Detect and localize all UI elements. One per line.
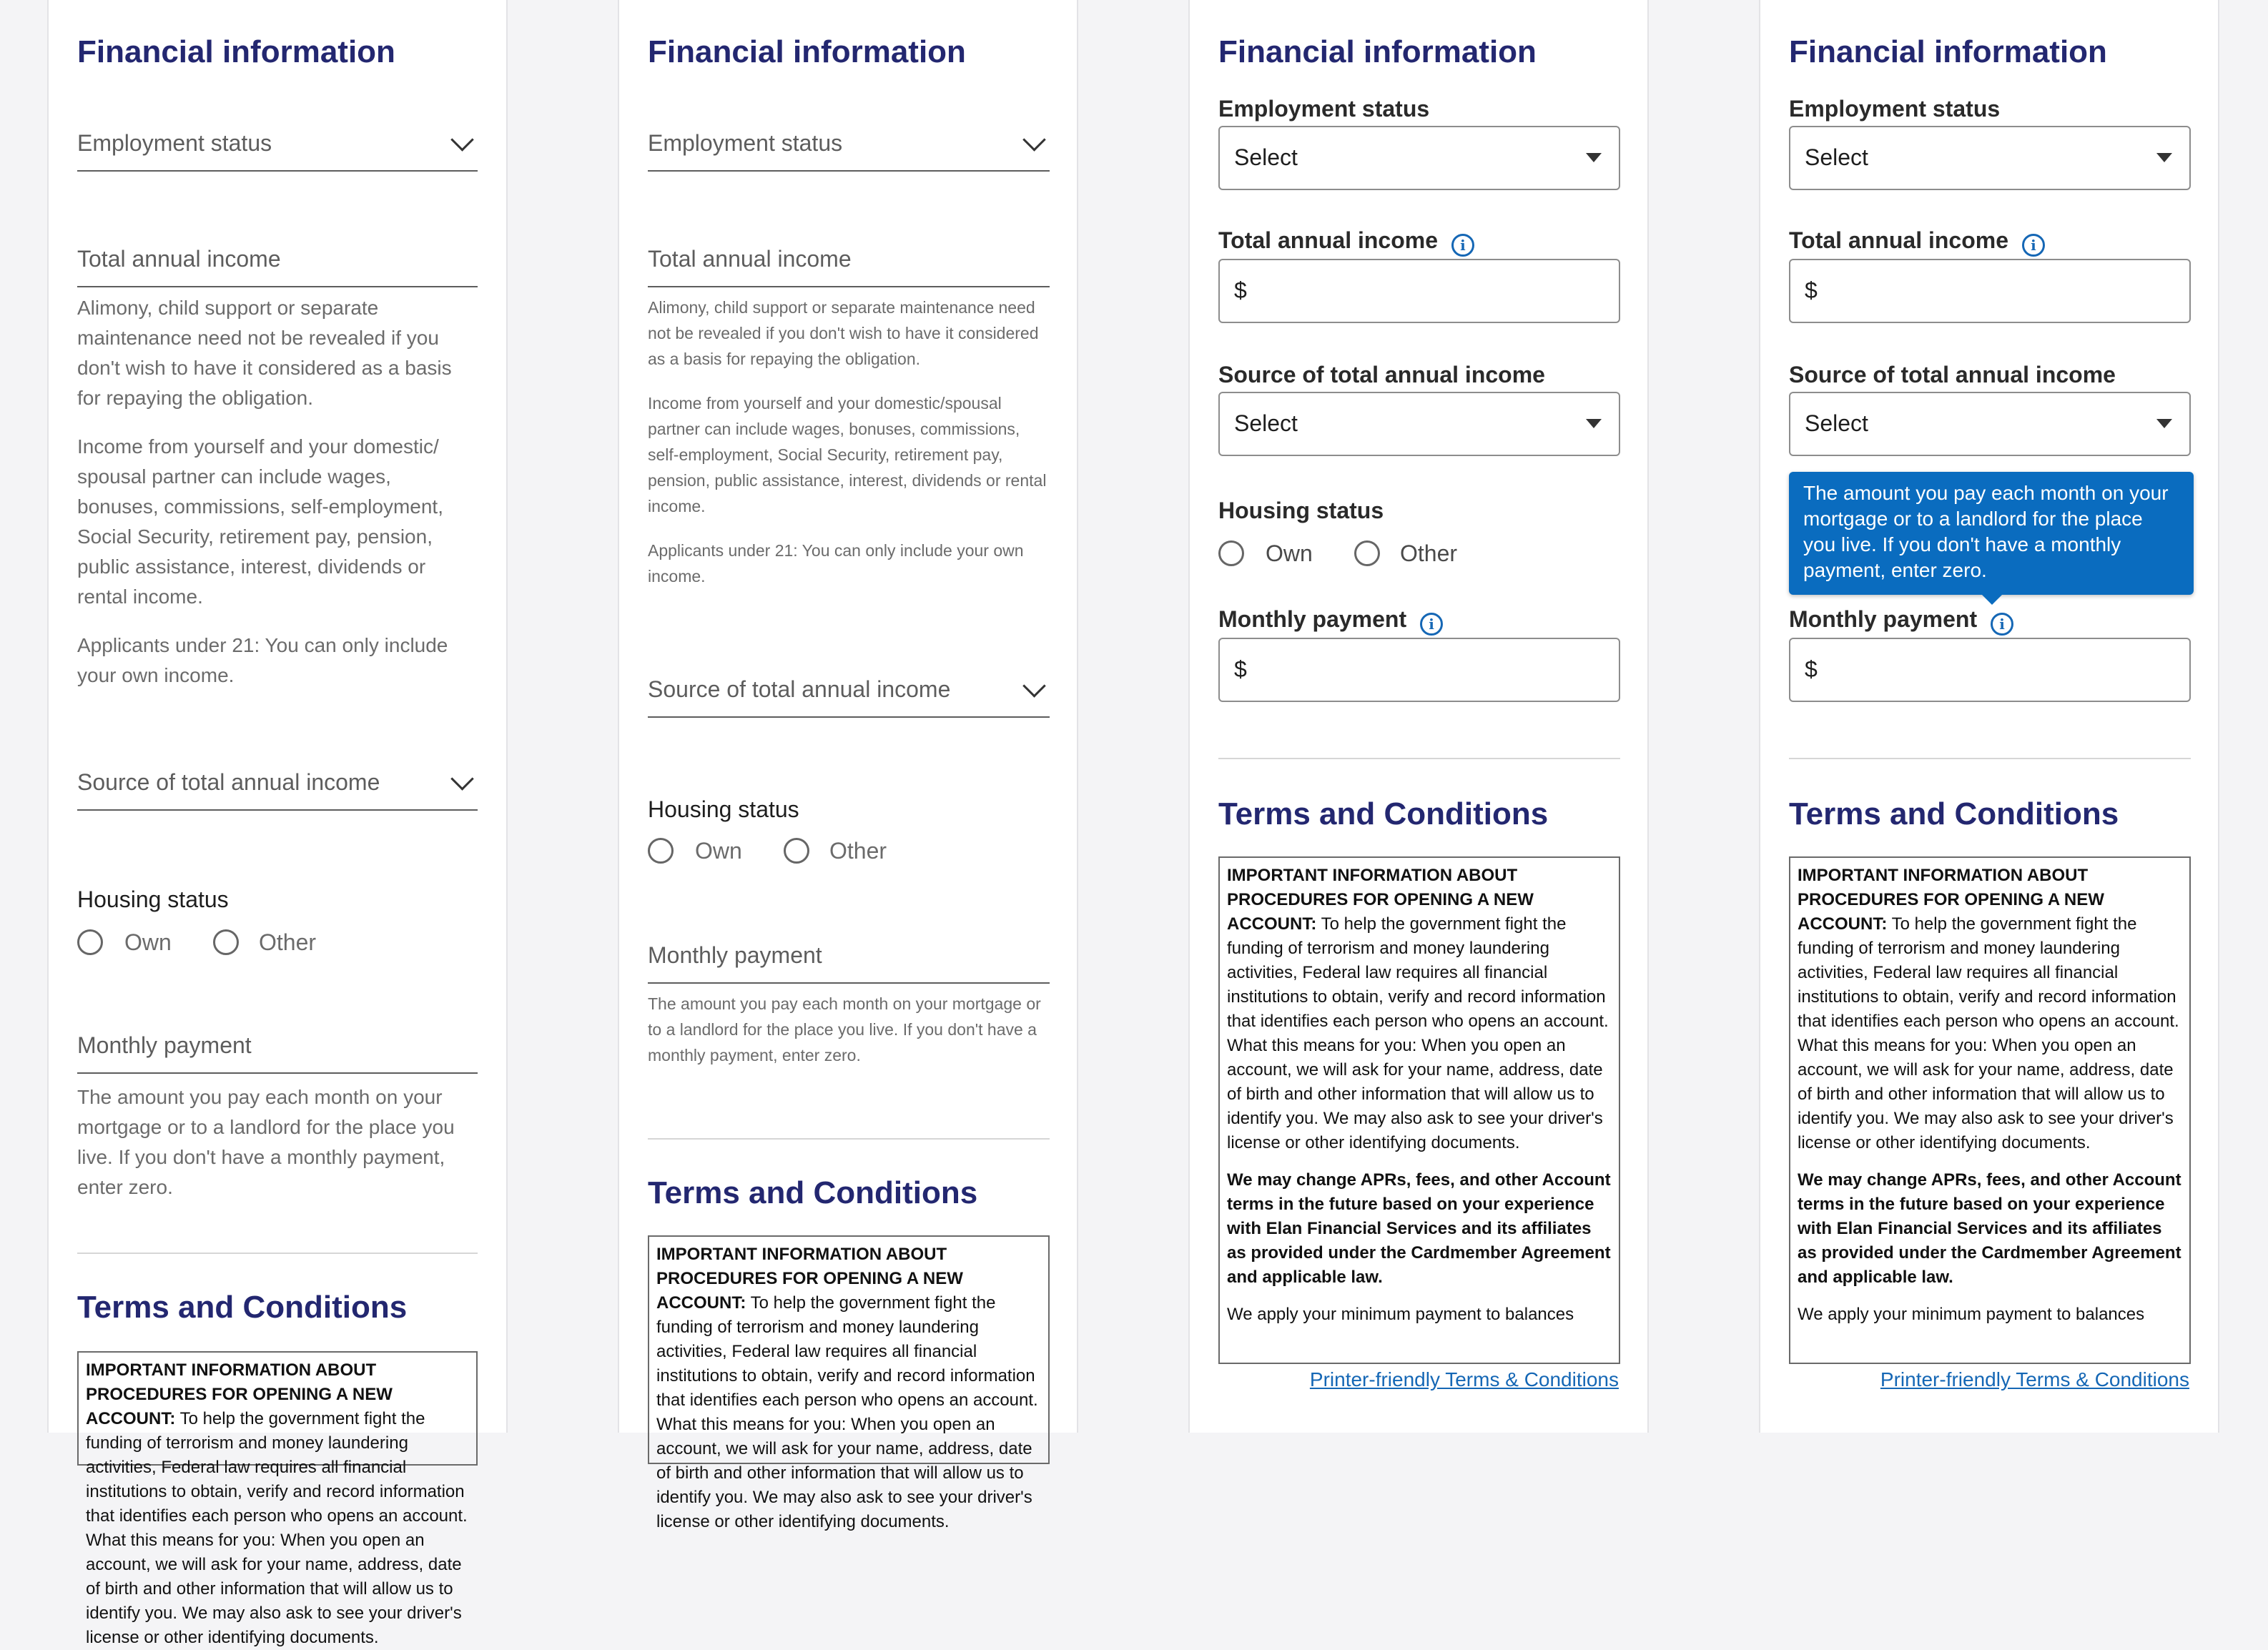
- own-radio[interactable]: [1218, 540, 1244, 566]
- income-help-text: [648, 295, 1050, 608]
- terms-important-text: To help the government fight the funding of terrorism and money laundering activities, Federal law requires all financial institutions to obtain, verify and record information that identifies each person who opens an account. What this means for you: When you open an account, we will ask for your name, address, date of birth and other information that will allow us to identify you. We may also ask to see your driver's license or other identifying documents.: [656, 1293, 1038, 1531]
- terms-important-text: To help the government fight the funding of terrorism and money laundering activities, Federal law requires all financial institutions to obtain, verify and record information that identifies each person who opens an account. What this means for you: When you open an account, we will ask for your name, address, date of birth and other information that will allow us to identify you. We may also ask to see your driver's license or other identifying documents.: [1227, 914, 1609, 1152]
- field-underline: [648, 286, 1050, 287]
- terms-heading: Terms and Conditions: [648, 1175, 978, 1210]
- section-divider: [1218, 758, 1620, 759]
- select-value: Select: [1234, 410, 1298, 436]
- panel-variant-4: [1759, 0, 2219, 1433]
- employment-status-label: Employment status: [1218, 96, 1430, 122]
- monthly-payment-label: Monthly payment i: [1789, 606, 2013, 636]
- source-income-label: Source of total annual income: [77, 769, 380, 795]
- source-income-label: Source of total annual income: [648, 676, 951, 702]
- terms-heading: Terms and Conditions: [77, 1290, 408, 1325]
- employment-status-label: Employment status: [648, 130, 843, 156]
- caret-down-icon: [1586, 153, 1602, 162]
- terms-box[interactable]: [1218, 856, 1620, 1364]
- select-value: Select: [1805, 410, 1868, 436]
- info-icon[interactable]: i: [1451, 234, 1474, 257]
- employment-status-dropdown[interactable]: [77, 122, 478, 172]
- printer-friendly-link[interactable]: Printer-friendly Terms & Conditions: [1309, 1368, 1619, 1390]
- monthly-payment-input[interactable]: [648, 932, 1050, 984]
- under-21-note: Applicants under 21: You can only include your own income.: [77, 634, 448, 686]
- financial-info-heading: Financial information: [1218, 34, 1537, 69]
- total-annual-income-label: Total annual income i: [1218, 227, 1474, 257]
- currency-prefix: $: [1234, 656, 1247, 682]
- terms-important-heading: IMPORTANT INFORMATION ABOUT PROCEDURES FOR OPENING A NEW ACCOUNT:: [656, 1245, 963, 1313]
- info-icon[interactable]: i: [1420, 613, 1443, 636]
- terms-important-heading: IMPORTANT INFORMATION ABOUT PROCEDURES FOR OPENING A NEW ACCOUNT:: [1798, 866, 2104, 934]
- source-income-dropdown[interactable]: [648, 668, 1050, 718]
- other-radio[interactable]: [1354, 540, 1380, 566]
- monthly-payment-help: The amount you pay each month on your mortgage or to a landlord for the place you live. If you don't have a monthly payment, enter zero.: [648, 994, 1041, 1064]
- terms-important-heading: IMPORTANT INFORMATION ABOUT PROCEDURES FOR OPENING A NEW ACCOUNT:: [1227, 866, 1534, 934]
- terms-important-text: To help the government fight the funding of terrorism and money laundering activities, Federal law requires all financial institutions to obtain, verify and record information that identifies each person who opens an account. What this means for you: When you open an account, we will ask for your name, address, date of birth and other information that will allow us to identify you. We may also ask to see your driver's license or other identifying documents.: [1798, 914, 2179, 1152]
- financial-info-heading: Financial information: [648, 34, 966, 69]
- income-help-text: [77, 293, 478, 709]
- field-underline: [648, 982, 1050, 984]
- other-radio-label[interactable]: Other: [829, 838, 887, 864]
- section-divider: [1789, 758, 2191, 759]
- panel-variant-2: [618, 0, 1078, 1531]
- monthly-payment-help: The amount you pay each month on your mortgage or to a landlord for the place you live. If you don't have a monthly payment, enter zero.: [77, 1086, 455, 1198]
- chevron-down-icon: [1022, 128, 1046, 152]
- info-icon[interactable]: i: [2022, 234, 2045, 257]
- employment-status-select[interactable]: [1789, 126, 2191, 190]
- tooltip-text: The amount you pay each month on your mortgage or to a landlord for the place you live. If you don't have a monthly payment, enter zero.: [1803, 482, 2169, 581]
- source-income-label: Source of total annual income: [1218, 362, 1545, 387]
- caret-down-icon: [2156, 153, 2172, 162]
- other-radio[interactable]: [784, 838, 809, 864]
- employment-status-dropdown[interactable]: [648, 122, 1050, 172]
- terms-minimum-payment: We apply your minimum payment to balances: [1227, 1305, 1574, 1324]
- employment-status-label: Employment status: [77, 130, 272, 156]
- financial-info-heading: Financial information: [77, 34, 395, 69]
- field-underline: [77, 1072, 478, 1074]
- own-radio-label[interactable]: Own: [1266, 540, 1313, 566]
- printer-friendly-link[interactable]: Printer-friendly Terms & Conditions: [1880, 1368, 2189, 1390]
- other-radio-label[interactable]: Other: [1400, 540, 1458, 566]
- housing-status-label: Housing status: [77, 886, 229, 912]
- field-underline: [77, 286, 478, 287]
- source-income-select[interactable]: [1218, 392, 1620, 456]
- alimony-note: Alimony, child support or separate maintenance need not be revealed if you don't wish to have it considered as a basis for repaying the obligation.: [77, 297, 452, 409]
- total-annual-income-label: Total annual income: [77, 246, 281, 272]
- monthly-payment-label: Monthly payment: [77, 1032, 252, 1058]
- total-annual-income-input[interactable]: [1218, 259, 1620, 323]
- chevron-down-icon: [1022, 674, 1046, 698]
- chevron-down-icon: [450, 767, 474, 791]
- section-divider: [77, 1253, 478, 1254]
- panel-variant-3: [1188, 0, 1649, 1433]
- monthly-payment-label: Monthly payment i: [1218, 606, 1443, 636]
- monthly-payment-tooltip: [1789, 472, 2194, 595]
- currency-prefix: $: [1805, 656, 1818, 682]
- employment-status-select[interactable]: [1218, 126, 1620, 190]
- monthly-payment-input[interactable]: [1789, 638, 2191, 702]
- caret-down-icon: [1586, 419, 1602, 428]
- terms-minimum-payment: We apply your minimum payment to balances: [1798, 1305, 2145, 1324]
- other-radio[interactable]: [213, 929, 239, 955]
- currency-prefix: $: [1805, 277, 1818, 303]
- monthly-payment-input[interactable]: [1218, 638, 1620, 702]
- own-radio[interactable]: [77, 929, 103, 955]
- caret-down-icon: [2156, 419, 2172, 428]
- alimony-note: Alimony, child support or separate maintenance need not be revealed if you don't wish to have it considered as a basis for repaying the obligation.: [648, 298, 1039, 368]
- housing-status-label: Housing status: [648, 796, 799, 822]
- terms-box[interactable]: [1789, 856, 2191, 1364]
- under-21-note: Applicants under 21: You can only include your own income.: [648, 541, 1024, 586]
- terms-box[interactable]: [648, 1235, 1050, 1531]
- chevron-down-icon: [450, 128, 474, 152]
- source-income-select[interactable]: [1789, 392, 2191, 456]
- other-radio-label[interactable]: Other: [259, 929, 317, 955]
- panel-variant-1: [47, 0, 508, 1647]
- tooltip-arrow: [1982, 595, 2002, 605]
- monthly-payment-label: Monthly payment: [648, 942, 822, 968]
- employment-status-label: Employment status: [1789, 96, 2001, 122]
- income-sources-note: Income from yourself and your domestic/ spousal partner can include wages, bonuses, commissions, self-employment, Social Security, retirement pay, pension, public assistance, interest, dividends or rental income.: [77, 435, 443, 608]
- financial-info-heading: Financial information: [1789, 34, 2107, 69]
- section-divider: [648, 1138, 1050, 1140]
- own-radio[interactable]: [648, 838, 674, 864]
- terms-important-text: To help the government fight the funding of terrorism and money laundering activities, Federal law requires all financial institutions to obtain, verify and record information that identifies each person who opens an account. What this means for you: When you open an account, we will ask for your name, address, date of birth and other information that will allow us to identify you. We may also ask to see your driver's license or other identifying documents.: [86, 1409, 468, 1647]
- total-annual-income-input[interactable]: [77, 236, 478, 287]
- source-income-dropdown[interactable]: [77, 761, 478, 811]
- field-underline: [77, 170, 478, 172]
- terms-apr-notice: We may change APRs, fees, and other Account terms in the future based on your experience with Elan Financial Services and its affiliates as provided under the Cardmember Agreement and applicable law.: [1227, 1170, 1611, 1287]
- total-annual-income-label: Total annual income i: [1789, 227, 2045, 257]
- field-underline: [648, 716, 1050, 718]
- monthly-payment-input[interactable]: [77, 1022, 478, 1074]
- source-income-label: Source of total annual income: [1789, 362, 2116, 387]
- total-annual-income-input[interactable]: [648, 236, 1050, 287]
- total-annual-income-input[interactable]: [1789, 259, 2191, 323]
- income-sources-note: Income from yourself and your domestic/spousal partner can include wages, bonuses, commissions, self-employment, Social Security, retirement pay, pension, public assistance, interest, dividends or rental income.: [648, 394, 1047, 515]
- own-radio-label[interactable]: Own: [695, 838, 742, 864]
- total-annual-income-label: Total annual income: [648, 246, 852, 272]
- terms-box[interactable]: [77, 1351, 478, 1647]
- terms-heading: Terms and Conditions: [1789, 796, 2119, 831]
- terms-apr-notice: We may change APRs, fees, and other Account terms in the future based on your experience with Elan Financial Services and its affiliates as provided under the Cardmember Agreement and applicable law.: [1798, 1170, 2181, 1287]
- terms-heading: Terms and Conditions: [1218, 796, 1549, 831]
- field-underline: [77, 809, 478, 811]
- info-icon[interactable]: i: [1991, 613, 2013, 636]
- select-value: Select: [1234, 144, 1298, 170]
- terms-important-heading: IMPORTANT INFORMATION ABOUT PROCEDURES FOR OPENING A NEW ACCOUNT:: [86, 1360, 393, 1428]
- housing-status-label: Housing status: [1218, 498, 1384, 523]
- own-radio-label[interactable]: Own: [124, 929, 172, 955]
- field-underline: [648, 170, 1050, 172]
- currency-prefix: $: [1234, 277, 1247, 303]
- select-value: Select: [1805, 144, 1868, 170]
